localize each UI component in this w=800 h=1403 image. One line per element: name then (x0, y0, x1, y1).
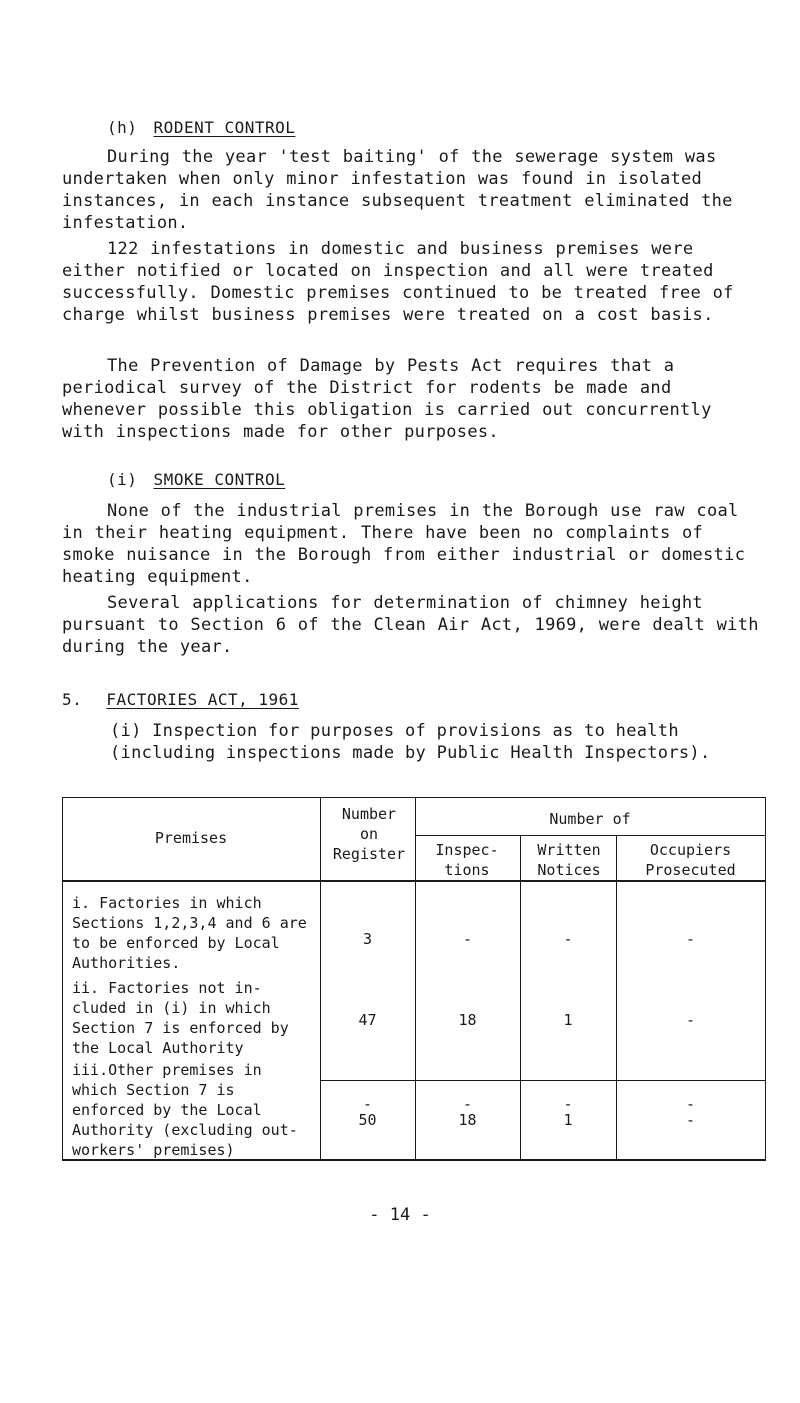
row1-register: 3 (362, 930, 373, 948)
header-premises: Premises (154, 829, 228, 847)
section-i-heading (107, 470, 285, 489)
row2-notices: 1 (563, 1011, 573, 1029)
row3-premises: iii.Other premises in which Section 7 is enforced by the Local Authority (excluding out-workers' premises) (72, 1061, 298, 1159)
row3-register: - (362, 1095, 373, 1113)
row3-inspections: - (462, 1095, 473, 1113)
section-h-label: (h) (107, 118, 138, 137)
header-notices: Written Notices (537, 841, 601, 879)
row3-notices: - (563, 1095, 573, 1113)
header-inspections: Inspec- tions (435, 841, 499, 879)
rodent-paragraph-3: The Prevention of Damage by Pests Act requires that a periodical survey of the District for rodents be made and whenever possible this obligation is carried out concurrently with inspections made for other purposes. (62, 356, 712, 442)
section-5-label: 5. (62, 690, 83, 709)
rodent-paragraph-2: 122 infestations in domestic and business premises were either notified or located on inspection and all were treated successfully. Domestic premises continued to be treated free of charge whilst business premises were treated on a cost basis. (62, 239, 734, 325)
total-register: 50 (358, 1111, 377, 1129)
total-notices: 1 (563, 1111, 573, 1129)
total-prosecuted: - (685, 1111, 696, 1129)
rodent-paragraph-1: During the year 'test baiting' of the sewerage system was undertaken when only minor infestation was found in isolated instances, in each instance subsequent treatment eliminated the infestation. (62, 147, 733, 233)
row1-premises: i. Factories in which Sections 1,2,3,4 and 6 are to be enforced by Local Authorities. (72, 894, 307, 972)
total-inspections: 18 (458, 1111, 477, 1129)
header-register: Number on Register (332, 805, 406, 863)
section-i-label: (i) (107, 470, 138, 489)
row1-inspections: - (462, 930, 473, 948)
smoke-paragraph-1: None of the industrial premises in the Borough use raw coal in their heating equipment. There have been no complaints of smoke nuisance in the Borough from either industrial or domestic heating equipment. (62, 501, 746, 587)
row2-inspections: 18 (458, 1011, 477, 1029)
section-5-heading (62, 690, 299, 709)
table-top-border (62, 797, 766, 798)
table-subheader-border (415, 835, 766, 836)
row2-prosecuted: - (685, 1011, 696, 1029)
section-h-heading (107, 118, 295, 137)
factories-intro: (i) Inspection for purposes of provisions as to health (including inspections made by Public Health Inspectors). (110, 721, 711, 763)
row2-premises: ii. Factories not in- cluded in (i) in which Section 7 is enforced by the Local Authority (72, 979, 289, 1057)
table-left-border (62, 797, 63, 1161)
row1-notices: - (563, 930, 573, 948)
smoke-paragraph-2: Several applications for determination of chimney height pursuant to Section 6 of the Clean Air Act, 1969, were dealt with during the year. (62, 593, 759, 657)
section-i-title: SMOKE CONTROL (153, 470, 286, 489)
row3-prosecuted: - (685, 1095, 696, 1113)
row2-register: 47 (358, 1011, 377, 1029)
header-prosecuted: Occupiers Prosecuted (645, 841, 736, 879)
table-right-border (765, 797, 766, 1161)
row1-prosecuted: - (685, 930, 696, 948)
section-h-title: RODENT CONTROL (153, 118, 296, 137)
header-number-of: Number of (549, 810, 631, 828)
table-total-border (320, 1080, 766, 1081)
table-header-border (62, 880, 766, 882)
section-5-title: FACTORIES ACT, 1961 (106, 690, 299, 709)
page-number: - 14 - (369, 1205, 431, 1225)
